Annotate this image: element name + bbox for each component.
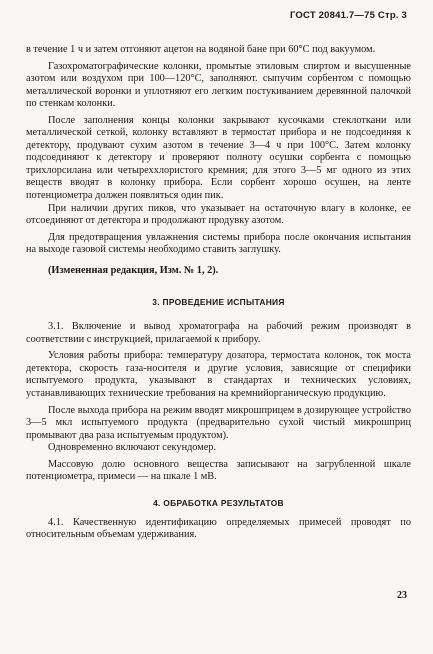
paragraph: Условия работы прибора: температуру дозатора, термостата колонок, ток моста детектора, скорость газа-носителя и другие условия, зависящие от специфики испытуемого продукта, указывают в стандартах и технических условиях, устанавливающих технические требования на кремнийорганическую продукцию. — [26, 350, 411, 400]
paragraph: После выхода прибора на режим вводят микрошприцем в дозирующее устройство 3—5 мкл испытуемого продукта (предварительно сухой чистый микрошприц промывают два раза испытуемым продуктом). — [26, 404, 411, 441]
section-heading: 4. ОБРАБОТКА РЕЗУЛЬТАТОВ — [153, 497, 284, 508]
paragraph: в течение 1 ч и затем отгоняют ацетон на водяной бане при 60°С под вакуумом. — [26, 44, 376, 55]
paragraph: При наличии других пиков, что указывает на остаточную влагу в колонке, ее отсоединяют от детектора и продолжают продувку азотом. — [26, 202, 411, 227]
page-number: 23 — [397, 590, 407, 601]
paragraph: Одновременно включают секундомер. — [48, 442, 217, 454]
paragraph: 4.1. Качественную идентификацию определяемых примесей проводят по относительным объемам удерживания. — [26, 516, 411, 541]
paragraph: Для предотвращения увлажнения системы прибора после окончания испытания на выходе газовой системы необходимо ставить заглушку. — [26, 231, 411, 256]
page-header: ГОСТ 20841.7—75 Стр. 3 — [289, 10, 407, 21]
document-body — [26, 44, 411, 542]
paragraph: Массовую долю основного вещества записывают на загрубленной шкале потенциометра, примеси — на шкале 1 мВ. — [26, 458, 411, 483]
paragraph: 3.1. Включение и вывод хроматографа на рабочий режим производят в соответствии с инструкцией, прилагаемой к прибору. — [26, 321, 411, 345]
paragraph: Газохроматографические колонки, промытые этиловым спиртом и высушенные азотом или воздухом при 100—120°С, заполняют. сыпучим сорбентом с помощью металлической воронки и уплотняют его легким постукиванием деревянной палочкой по стенкам колонки. — [26, 60, 411, 110]
paragraph: После заполнения концы колонки закрывают кусочками стеклоткани или металлической сеткой, колонку вставляют в термостат прибора и не подсоединяя к детектору, продувают сухим азотом в течение 3—4 ч при 100°С. Затем колонку подсоединяют к детектору и проверяют полноту осушки сорбента с помощью трихлорсилана или четыреххлористого кремния; для этого 3—5 мг одного из этих веществ вводят в колонку прибора. Если сорбент хорошо осушен, на ленте потенциометра должен появляться один пик. — [26, 114, 411, 202]
amendment-note: (Измененная редакция, Изм. № 1, 2). — [48, 264, 219, 276]
section-heading: 3. ПРОВЕДЕНИЕ ИСПЫТАНИЯ — [152, 297, 285, 308]
